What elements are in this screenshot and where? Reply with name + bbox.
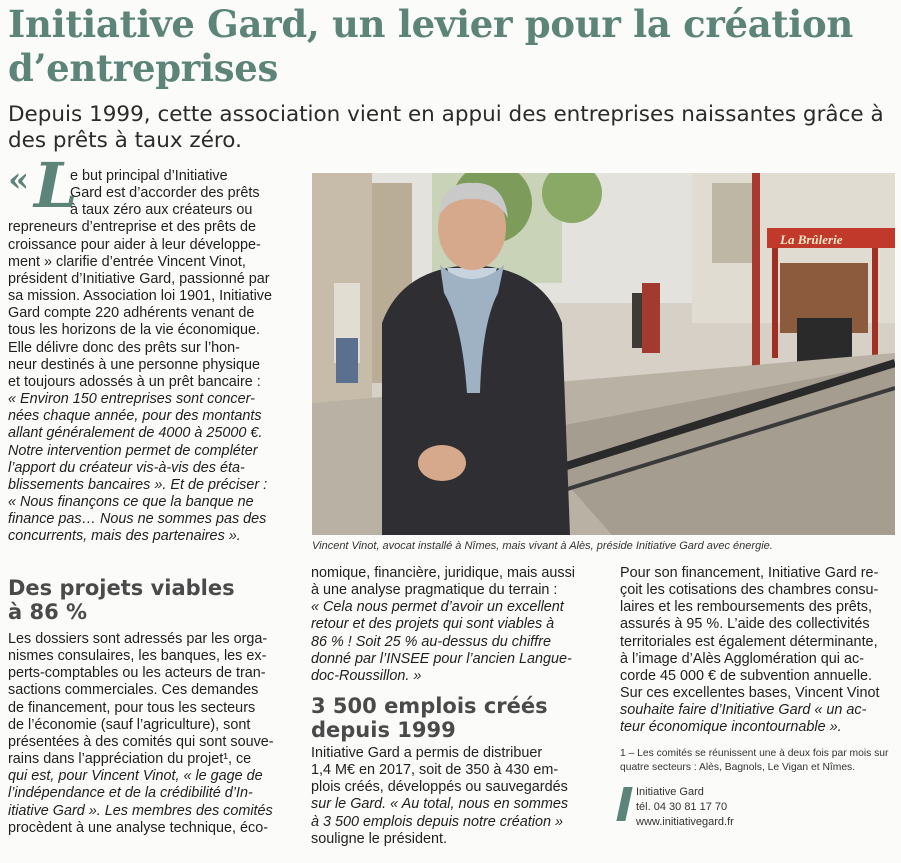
text-line: corde 45 000 € de subvention annuelle. (620, 667, 873, 684)
text-line: territoriales est également déterminante, (620, 633, 878, 650)
column-3-text (620, 565, 895, 737)
photo-caption: Vincent Vinot, avocat installé à Nîmes, mais vivant à Alès, préside Initiative Gard avec énergie. (312, 540, 773, 552)
text-line: çoit les cotisations des chambres consu- (620, 582, 879, 599)
text-line: concurrents, mais des partenaires ». (8, 528, 241, 545)
shop-sign-text: La Brûlerie (780, 232, 843, 247)
text-line: Pour son financement, Initiative Gard re- (620, 565, 879, 581)
text-line: sur le Gard. « Au total, nous en sommes (311, 796, 569, 813)
column-2-text (311, 565, 606, 685)
text-line: « Cela nous permet d’avoir un excellent (311, 599, 564, 616)
text-line: rains dans l’appréciation du projet¹, ce (8, 751, 252, 768)
contact-accent-bar (616, 787, 632, 821)
text-line: ment » clarifie d’entrée Vincent Vinot, (8, 253, 246, 270)
text-line: et toujours adossés à un prêt bancaire : (8, 373, 261, 390)
text-line: laires et les remboursements des prêts, (620, 599, 872, 616)
text-line: l’apport du créateur vis-à-vis des éta- (8, 459, 245, 476)
section-title-projets-viables: Des projets viables à 86 % (8, 576, 235, 624)
text-line: à 3 500 emplois depuis notre création » (311, 813, 563, 830)
column-2-section-text (311, 745, 606, 848)
text-line: croissance pour aider à leur développe- (8, 236, 261, 253)
text-line: sactions commerciales. Ces demandes (8, 682, 259, 699)
text-line: e but principal d’Initiative (70, 168, 228, 184)
text-line: président d’Initiative Gard, passionné par (8, 270, 270, 287)
text-line: 1,4 M€ en 2017, soit de 350 à 430 em- (311, 762, 559, 779)
text-line: plois créés, développés ou sauvegardés (311, 779, 568, 796)
text-line: l’indépendance et de la crédibilité d’In- (8, 785, 253, 802)
text-line: qui est, pour Vincent Vinot, « le gage de (8, 768, 263, 785)
text-line: Sur ces excellentes bases, Vincent Vinot (620, 685, 880, 702)
text-line: teur économique incontournable ». (620, 719, 842, 736)
article-subtitle: Depuis 1999, cette association vient en appui des entreprises naissantes grâce à des prêts à taux zéro. (8, 102, 884, 153)
text-line: allant généralement de 4000 à 25000 €. (8, 425, 263, 442)
dropcap-letter: L (34, 149, 78, 222)
text-line: à l’image d’Alès Agglomération qui ac- (620, 650, 864, 667)
text-line: souhaite faire d’Initiative Gard « un ac- (620, 702, 867, 719)
text-line: neur destinés à une personne physique (8, 356, 261, 373)
text-line: itiative Gard ». Les membres des comités (8, 802, 273, 819)
text-line: « Environ 150 entreprises sont concer- (8, 391, 255, 408)
article-photo (312, 173, 895, 535)
text-line: Elle délivre donc des prêts sur l’hon- (8, 339, 240, 356)
contact-name: Initiative Gard (636, 786, 704, 798)
text-line: nées chaque année, pour des montants (8, 408, 262, 425)
text-line: blissements bancaires ». Et de préciser : (8, 476, 268, 493)
text-line: Gard est d’accorder des prêts (70, 185, 260, 202)
text-line: Notre intervention permet de compléter (8, 442, 258, 459)
text-line: « Nous finançons ce que la banque ne (8, 493, 254, 510)
section-title-emplois: 3 500 emplois créés depuis 1999 (311, 694, 548, 742)
contact-box (620, 785, 860, 835)
text-line: assurés à 95 %. L’aide des collectivités (620, 616, 870, 633)
column-1-section-text (8, 631, 293, 837)
contact-website[interactable]: www.initiativegard.fr (636, 816, 734, 828)
text-line: finance pas… Nous ne sommes pas des (8, 511, 267, 528)
footnote: 1 – Les comités se réunissent une à deux fois par mois sur quatre secteurs : Alès, Bagnols, Le Vigan et Nîmes. (620, 748, 889, 773)
text-line: à taux zéro aux créateurs ou (70, 202, 253, 219)
opening-quote-mark: « (8, 160, 30, 200)
text-line: souligne le président. (311, 830, 448, 847)
text-line: nismes consulaires, les banques, les ex- (8, 648, 267, 665)
text-line: Les dossiers sont adressés par les orga- (8, 631, 268, 647)
text-line: doc-Roussillon. » (311, 667, 422, 684)
column-1-lead-text (8, 168, 290, 545)
text-line: sa mission. Association loi 1901, Initiative (8, 288, 272, 305)
contact-phone: tél. 04 30 81 17 70 (636, 801, 728, 813)
text-line: nomique, financière, juridique, mais aussi (311, 565, 575, 581)
article-title: Initiative Gard, un levier pour la création d’entreprises (8, 2, 854, 90)
text-line: 86 % ! Soit 25 % au-dessus du chiffre (311, 633, 551, 650)
text-line: à une analyse pragmatique du terrain : (311, 582, 558, 599)
text-line: Initiative Gard a permis de distribuer (311, 745, 543, 761)
text-line: tous les horizons de la vie économique. (8, 322, 260, 339)
text-line: procèdent à une analyse technique, éco- (8, 819, 269, 836)
text-line: donné par l’INSEE pour l’ancien Langue- (311, 650, 572, 667)
text-line: Gard compte 220 adhérents venant de (8, 305, 255, 322)
text-line: retour et des projets qui sont viables à (311, 616, 555, 633)
text-line: repreneurs d’entreprise et des prêts de (8, 219, 256, 236)
text-line: de l’économie (sauf l’agriculture), sont (8, 716, 251, 733)
text-line: de financement, pour tous les secteurs (8, 699, 256, 716)
text-line: perts-comptables ou les acteurs de tran- (8, 665, 266, 682)
text-line: présentées à des comités qui sont souve- (8, 733, 274, 750)
